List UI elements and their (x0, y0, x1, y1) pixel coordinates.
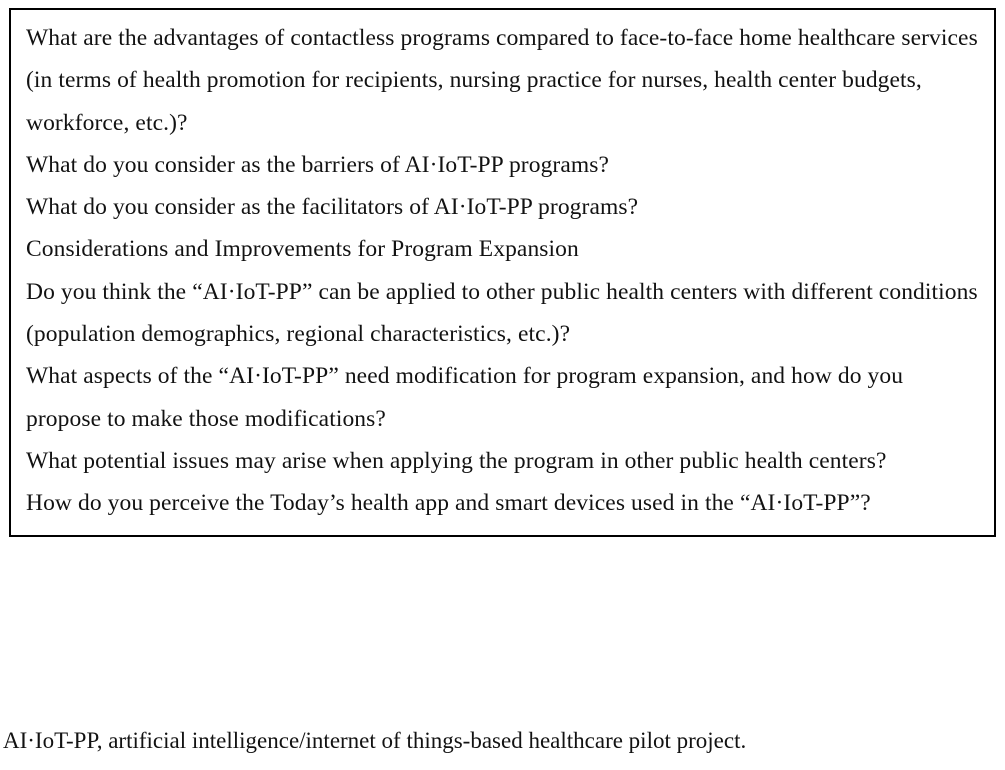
question-item: Do you think the “AI·IoT-PP” can be applied to other public health centers with different conditions (population demographics, regional characteristics, etc.)? (26, 278, 978, 348)
question-item: What do you consider as the barriers of AI·IoT-PP programs? (26, 151, 610, 178)
question-item: How do you perceive the Today’s health app and smart devices used in the “AI·IoT-PP”? (26, 490, 871, 517)
section-heading-row: Considerations and Improvements for Program Expansion (26, 236, 579, 263)
question-item: What are the advantages of contactless programs compared to face-to-face home healthcare services (in terms of health promotion for recipients, nursing practice for nurses, health center budgets, workforce, etc.)? (26, 25, 978, 136)
question-item: What do you consider as the facilitators of AI·IoT-PP programs? (26, 194, 639, 221)
question-item: What potential issues may arise when applying the program in other public health centers? (26, 447, 887, 474)
question-item: What aspects of the “AI·IoT-PP” need modification for program expansion, and how do you propose to make those modifications? (26, 363, 904, 432)
table-footnote: AI·IoT-PP, artificial intelligence/internet of things-based healthcare pilot project. (3, 728, 747, 753)
questions-table-cell (9, 8, 996, 537)
